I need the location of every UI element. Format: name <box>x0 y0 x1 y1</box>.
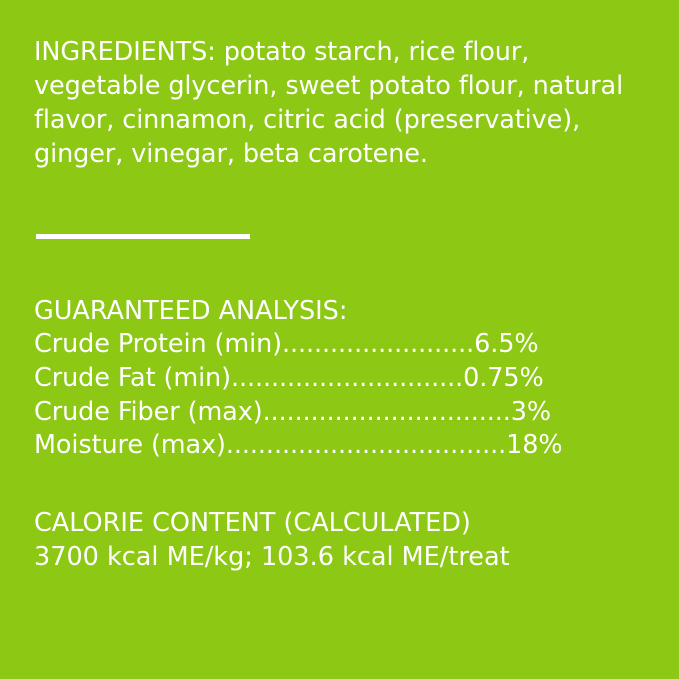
ga-label: Crude Protein (min) <box>34 329 283 360</box>
ga-value: 18% <box>506 430 563 461</box>
ga-row <box>34 362 645 396</box>
calorie-content-title: CALORIE CONTENT (CALCULATED) <box>34 507 471 538</box>
divider <box>36 234 250 239</box>
ga-label: Crude Fat (min) <box>34 362 231 393</box>
calorie-content-section <box>34 507 645 574</box>
ingredients-block <box>34 36 645 172</box>
guaranteed-analysis-section <box>34 295 645 463</box>
ga-row <box>34 328 645 362</box>
ga-dots: ................................... <box>225 430 507 461</box>
ga-value: 0.75% <box>463 362 544 393</box>
ingredients-heading: INGREDIENTS: <box>34 37 216 67</box>
ga-dots: ............................... <box>262 396 511 427</box>
ga-dots: ............................. <box>230 362 464 393</box>
ga-label: Moisture (max) <box>34 430 226 461</box>
ga-value: 3% <box>510 396 552 427</box>
guaranteed-analysis-title: GUARANTEED ANALYSIS: <box>34 295 348 326</box>
ga-row <box>34 396 645 430</box>
calorie-content-value: 3700 kcal ME/kg; 103.6 kcal ME/treat <box>34 541 510 572</box>
ingredients-text: potato starch, rice flour, vegetable glycerin, sweet potato flour, natural flavor, cinnamon, citric acid (preservative), ginger, vinegar, beta carotene. <box>34 37 624 169</box>
ga-label: Crude Fiber (max) <box>34 396 263 427</box>
ga-row <box>34 429 645 463</box>
ga-dots: ........................ <box>282 329 475 360</box>
ga-value: 6.5% <box>474 329 539 360</box>
